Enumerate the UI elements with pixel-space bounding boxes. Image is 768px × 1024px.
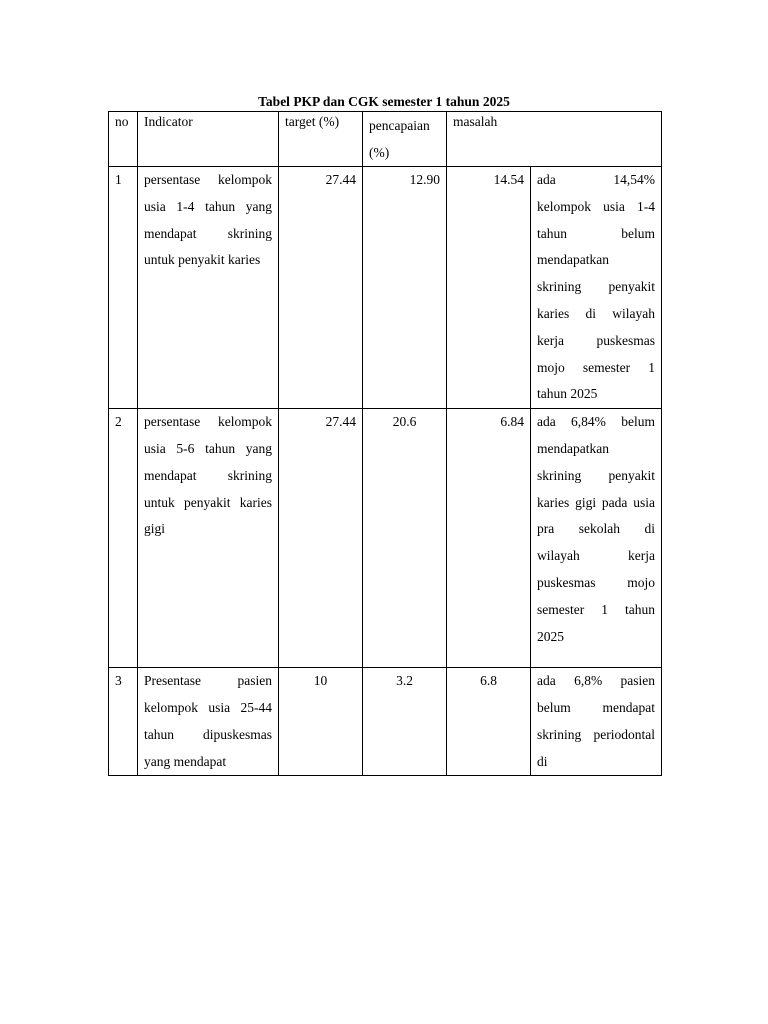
row-no: 1	[109, 167, 138, 409]
row-no: 2	[109, 409, 138, 668]
header-indicator: Indicator	[138, 112, 279, 167]
row-masalah: ada 14,54% kelompok usia 1-4 tahun belum mendapatkan skrining penyakit karies di wilayah kerja puskesmas mojo semester 1 tahun 2025	[531, 167, 662, 409]
row-indicator: persentase kelompok usia 5-6 tahun yang mendapat skrining untuk penyakit karies gigi	[138, 409, 279, 668]
row-target: 10	[279, 668, 363, 776]
pkp-cgk-table	[108, 111, 662, 776]
row-target: 27.44	[279, 167, 363, 409]
row-masalah: ada 6,84% belum mendapatkan skrining penyakit karies gigi pada usia pra sekolah di wilayah kerja puskesmas mojo semester 1 tahun 2025	[531, 409, 662, 668]
header-no: no	[109, 112, 138, 167]
row-pencapaian: 3.2	[363, 668, 447, 776]
row-gap: 6.8	[447, 668, 531, 776]
row-indicator: Presentase pasien kelompok usia 25-44 tahun dipuskesmas yang mendapat	[138, 668, 279, 776]
table-title: Tabel PKP dan CGK semester 1 tahun 2025	[258, 94, 510, 109]
row-gap: 6.84	[447, 409, 531, 668]
row-pencapaian: 20.6	[363, 409, 447, 668]
header-masalah: masalah	[447, 112, 662, 167]
row-target: 27.44	[279, 409, 363, 668]
header-pencapaian: pencapaian (%)	[363, 112, 447, 167]
table-header-row	[109, 112, 662, 167]
row-indicator: persentase kelompok usia 1-4 tahun yang mendapat skrining untuk penyakit karies	[138, 167, 279, 409]
row-gap: 14.54	[447, 167, 531, 409]
row-pencapaian: 12.90	[363, 167, 447, 409]
table-row	[109, 668, 662, 776]
header-target: target (%)	[279, 112, 363, 167]
row-no: 3	[109, 668, 138, 776]
table-row	[109, 167, 662, 409]
table-row	[109, 409, 662, 668]
row-masalah: ada 6,8% pasien belum mendapat skrining periodontal di	[531, 668, 662, 776]
